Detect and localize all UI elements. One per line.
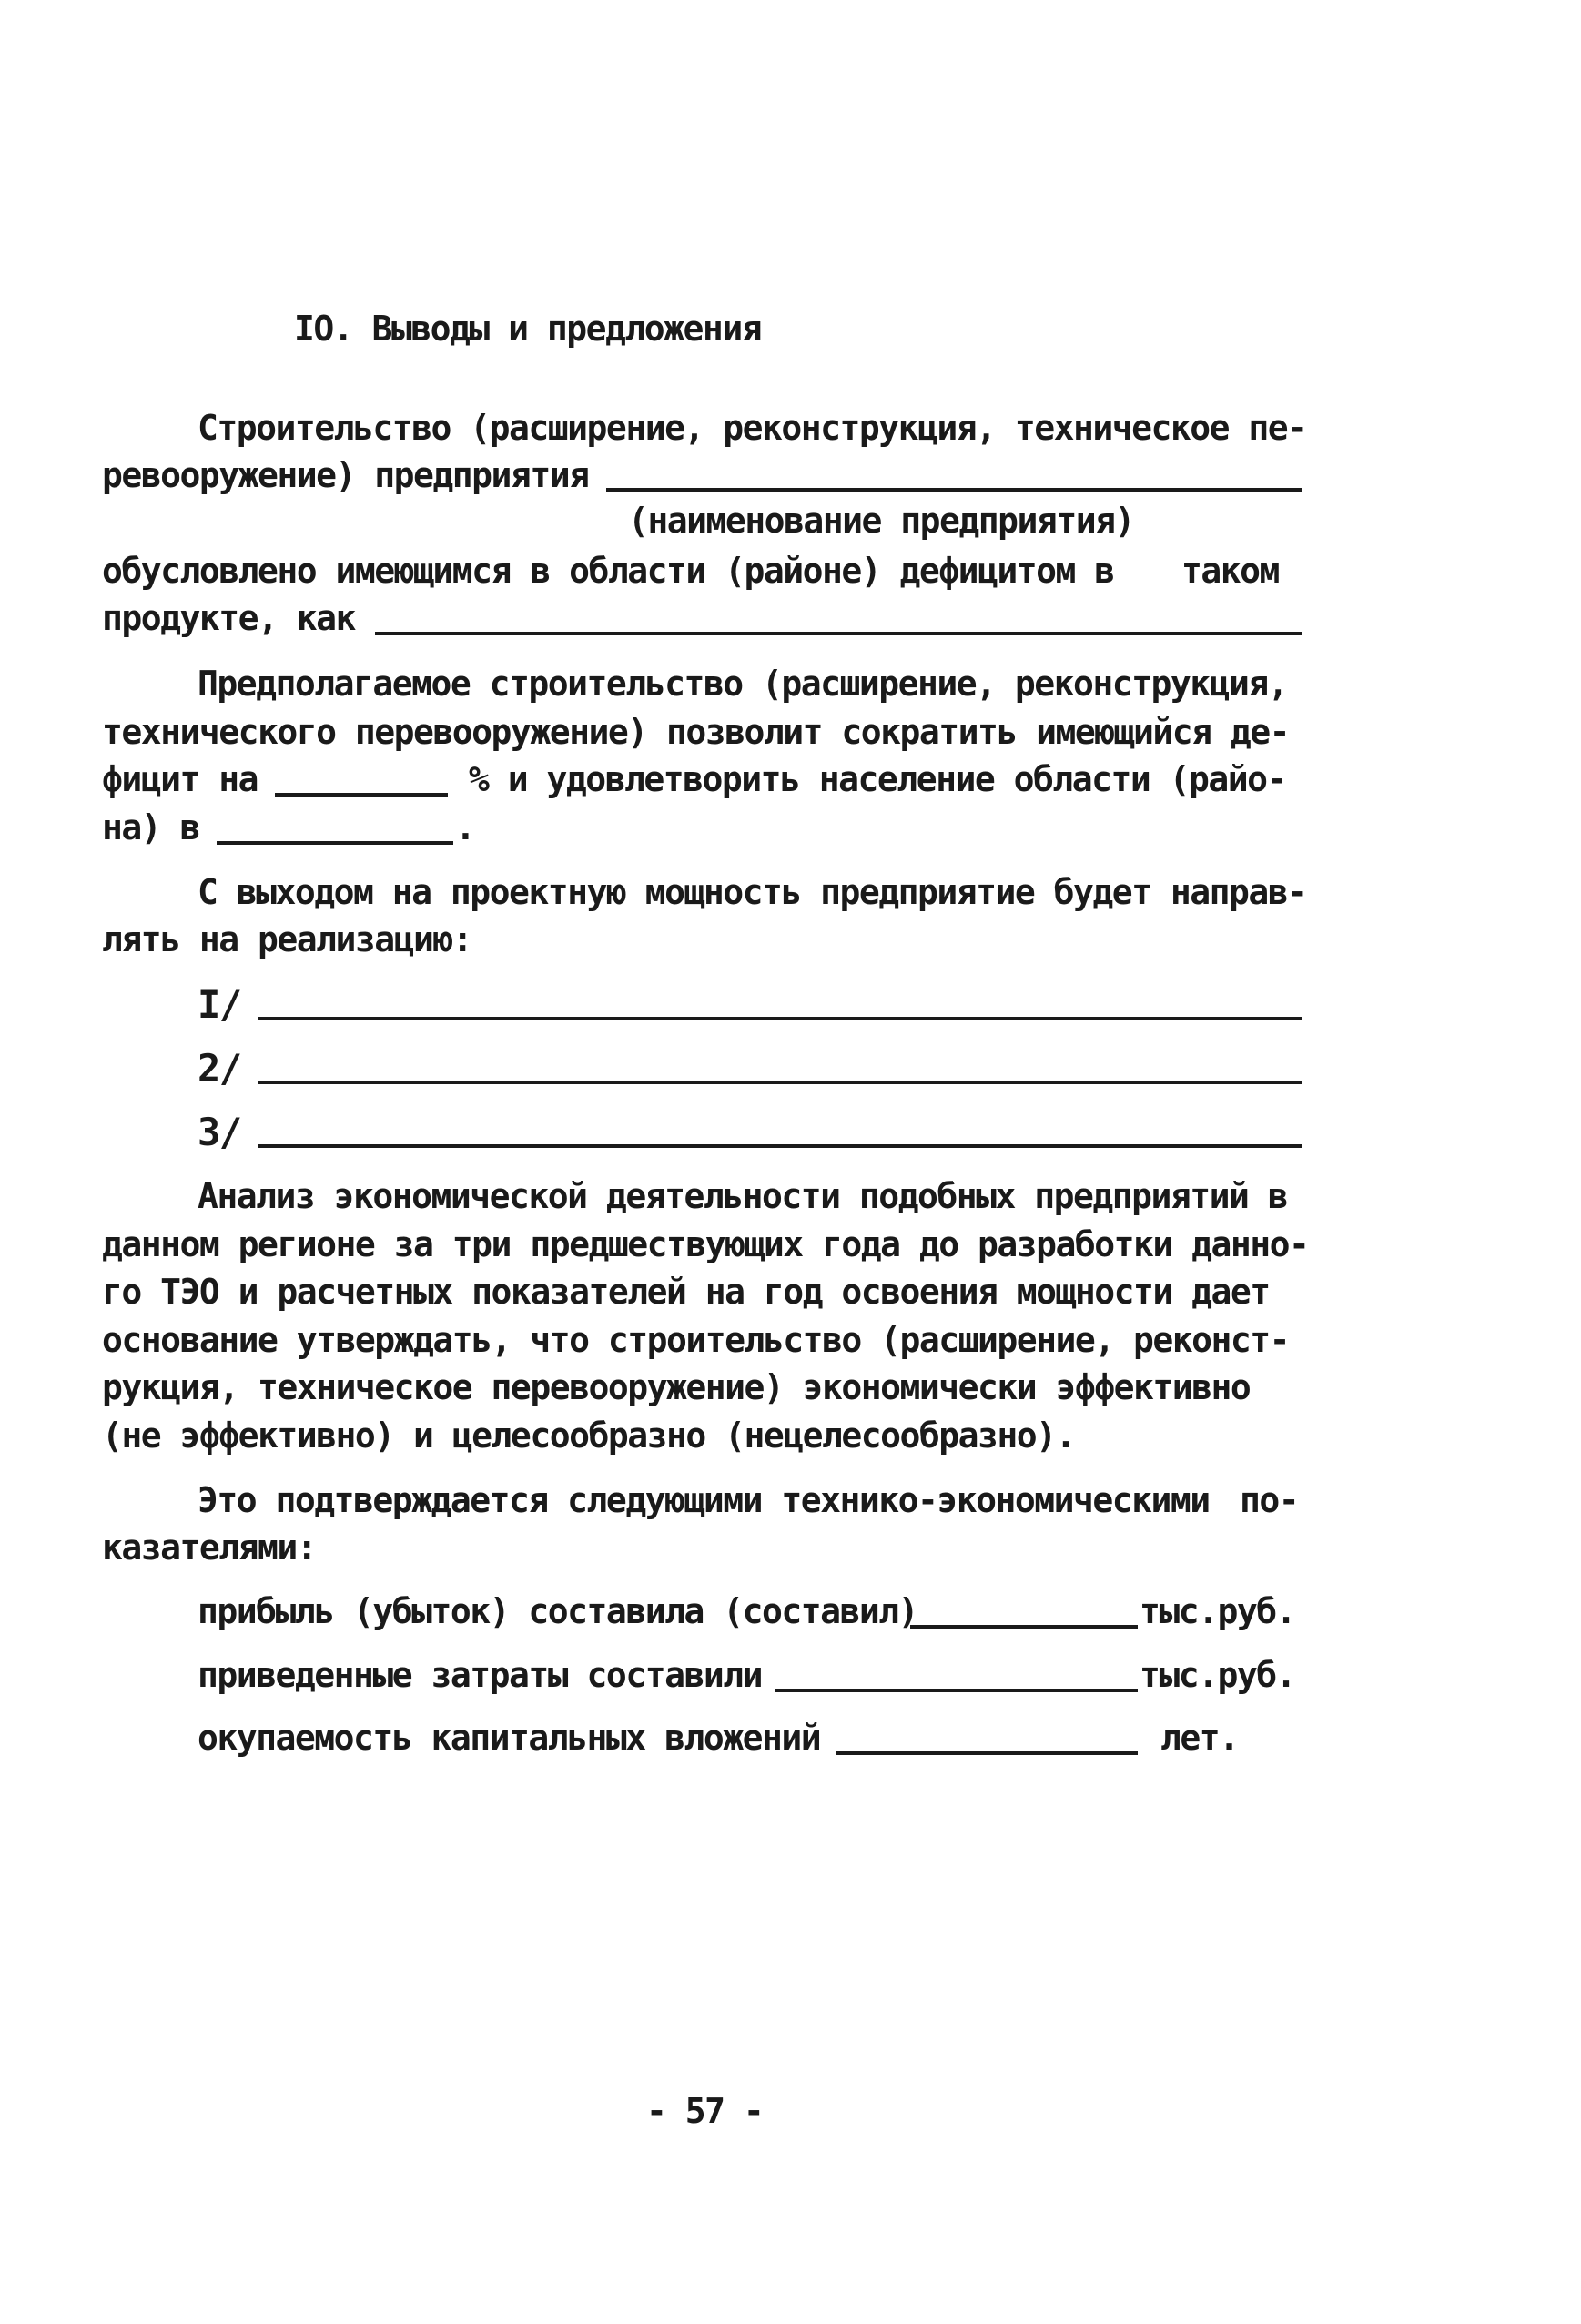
indicator-profit-label: прибыль (убыток) составила (составил) — [198, 1591, 917, 1631]
para4-line6: (не эффективно) и целесообразно (нецелесообразно). — [102, 1416, 1075, 1456]
field-payback[interactable] — [836, 1751, 1138, 1755]
para1-line3a: обусловлено имеющимся в области (районе) дефицитом в — [102, 551, 1114, 591]
section-title: IO. Выводы и предложения — [294, 309, 762, 349]
para4-line3: го ТЭО и расчетных показателей на год освоения мощности дает — [102, 1272, 1270, 1312]
para5-line1a: Это подтверждается следующими технико-экономическими — [198, 1480, 1210, 1520]
para2-line4a: на) в — [102, 807, 199, 847]
field-deficit-percent[interactable] — [275, 793, 448, 797]
indicator-payback-label: окупаемость капитальных вложений — [198, 1718, 821, 1758]
para2-line4b: . — [455, 807, 475, 847]
para4-line1: Анализ экономической деятельности подобных предприятий в — [198, 1176, 1288, 1216]
list-item-number-1: I/ — [198, 982, 241, 1027]
field-list-item-3[interactable] — [258, 1144, 1302, 1148]
indicator-costs-unit: тыс.руб. — [1140, 1655, 1296, 1695]
para5-line1b: по- — [1240, 1480, 1299, 1520]
para1-line2: ревооружение) предприятия — [102, 455, 589, 495]
para2-line3b: % и удовлетворить население области (райо- — [469, 759, 1286, 799]
para4-line5: рукция, техническое перевооружение) экономически эффективно — [102, 1367, 1251, 1407]
para1-line1: Строительство (расширение, реконструкция, техническое пе- — [198, 408, 1307, 448]
field-costs[interactable] — [775, 1689, 1138, 1692]
field-list-item-2[interactable] — [258, 1081, 1302, 1084]
field-population-share[interactable] — [217, 841, 453, 845]
para5-line2: казателями: — [102, 1527, 317, 1568]
field-profit[interactable] — [910, 1625, 1138, 1629]
indicator-payback-unit: лет. — [1160, 1718, 1239, 1758]
para1-line3b: таком — [1181, 551, 1279, 591]
field-product[interactable] — [375, 632, 1302, 635]
para4-line2: данном регионе за три предшествующих года до разработки данно- — [102, 1224, 1309, 1264]
para3-line1: С выходом на проектную мощность предприятие будет направ- — [198, 872, 1307, 912]
indicator-costs-label: приведенные затраты составили — [198, 1655, 762, 1695]
para2-line1: Предполагаемое строительство (расширение, реконструкция, — [198, 664, 1288, 704]
field-enterprise-name[interactable] — [606, 488, 1302, 492]
field-list-item-1[interactable] — [258, 1017, 1302, 1020]
para1-line4: продукте, как — [102, 598, 355, 638]
page-number: - 57 - — [646, 2091, 764, 2131]
caption-enterprise-name: (наименование предприятия) — [628, 501, 1134, 541]
list-item-number-2: 2/ — [198, 1046, 241, 1091]
indicator-profit-unit: тыс.руб. — [1140, 1591, 1296, 1631]
para2-line3a: фицит на — [102, 759, 258, 799]
list-item-number-3: 3/ — [198, 1110, 241, 1154]
para2-line2: технического перевооружение) позволит сократить имеющийся де- — [102, 712, 1290, 752]
para4-line4: основание утверждать, что строительство (расширение, реконст- — [102, 1320, 1290, 1360]
para3-line2: лять на реализацию: — [102, 919, 472, 959]
